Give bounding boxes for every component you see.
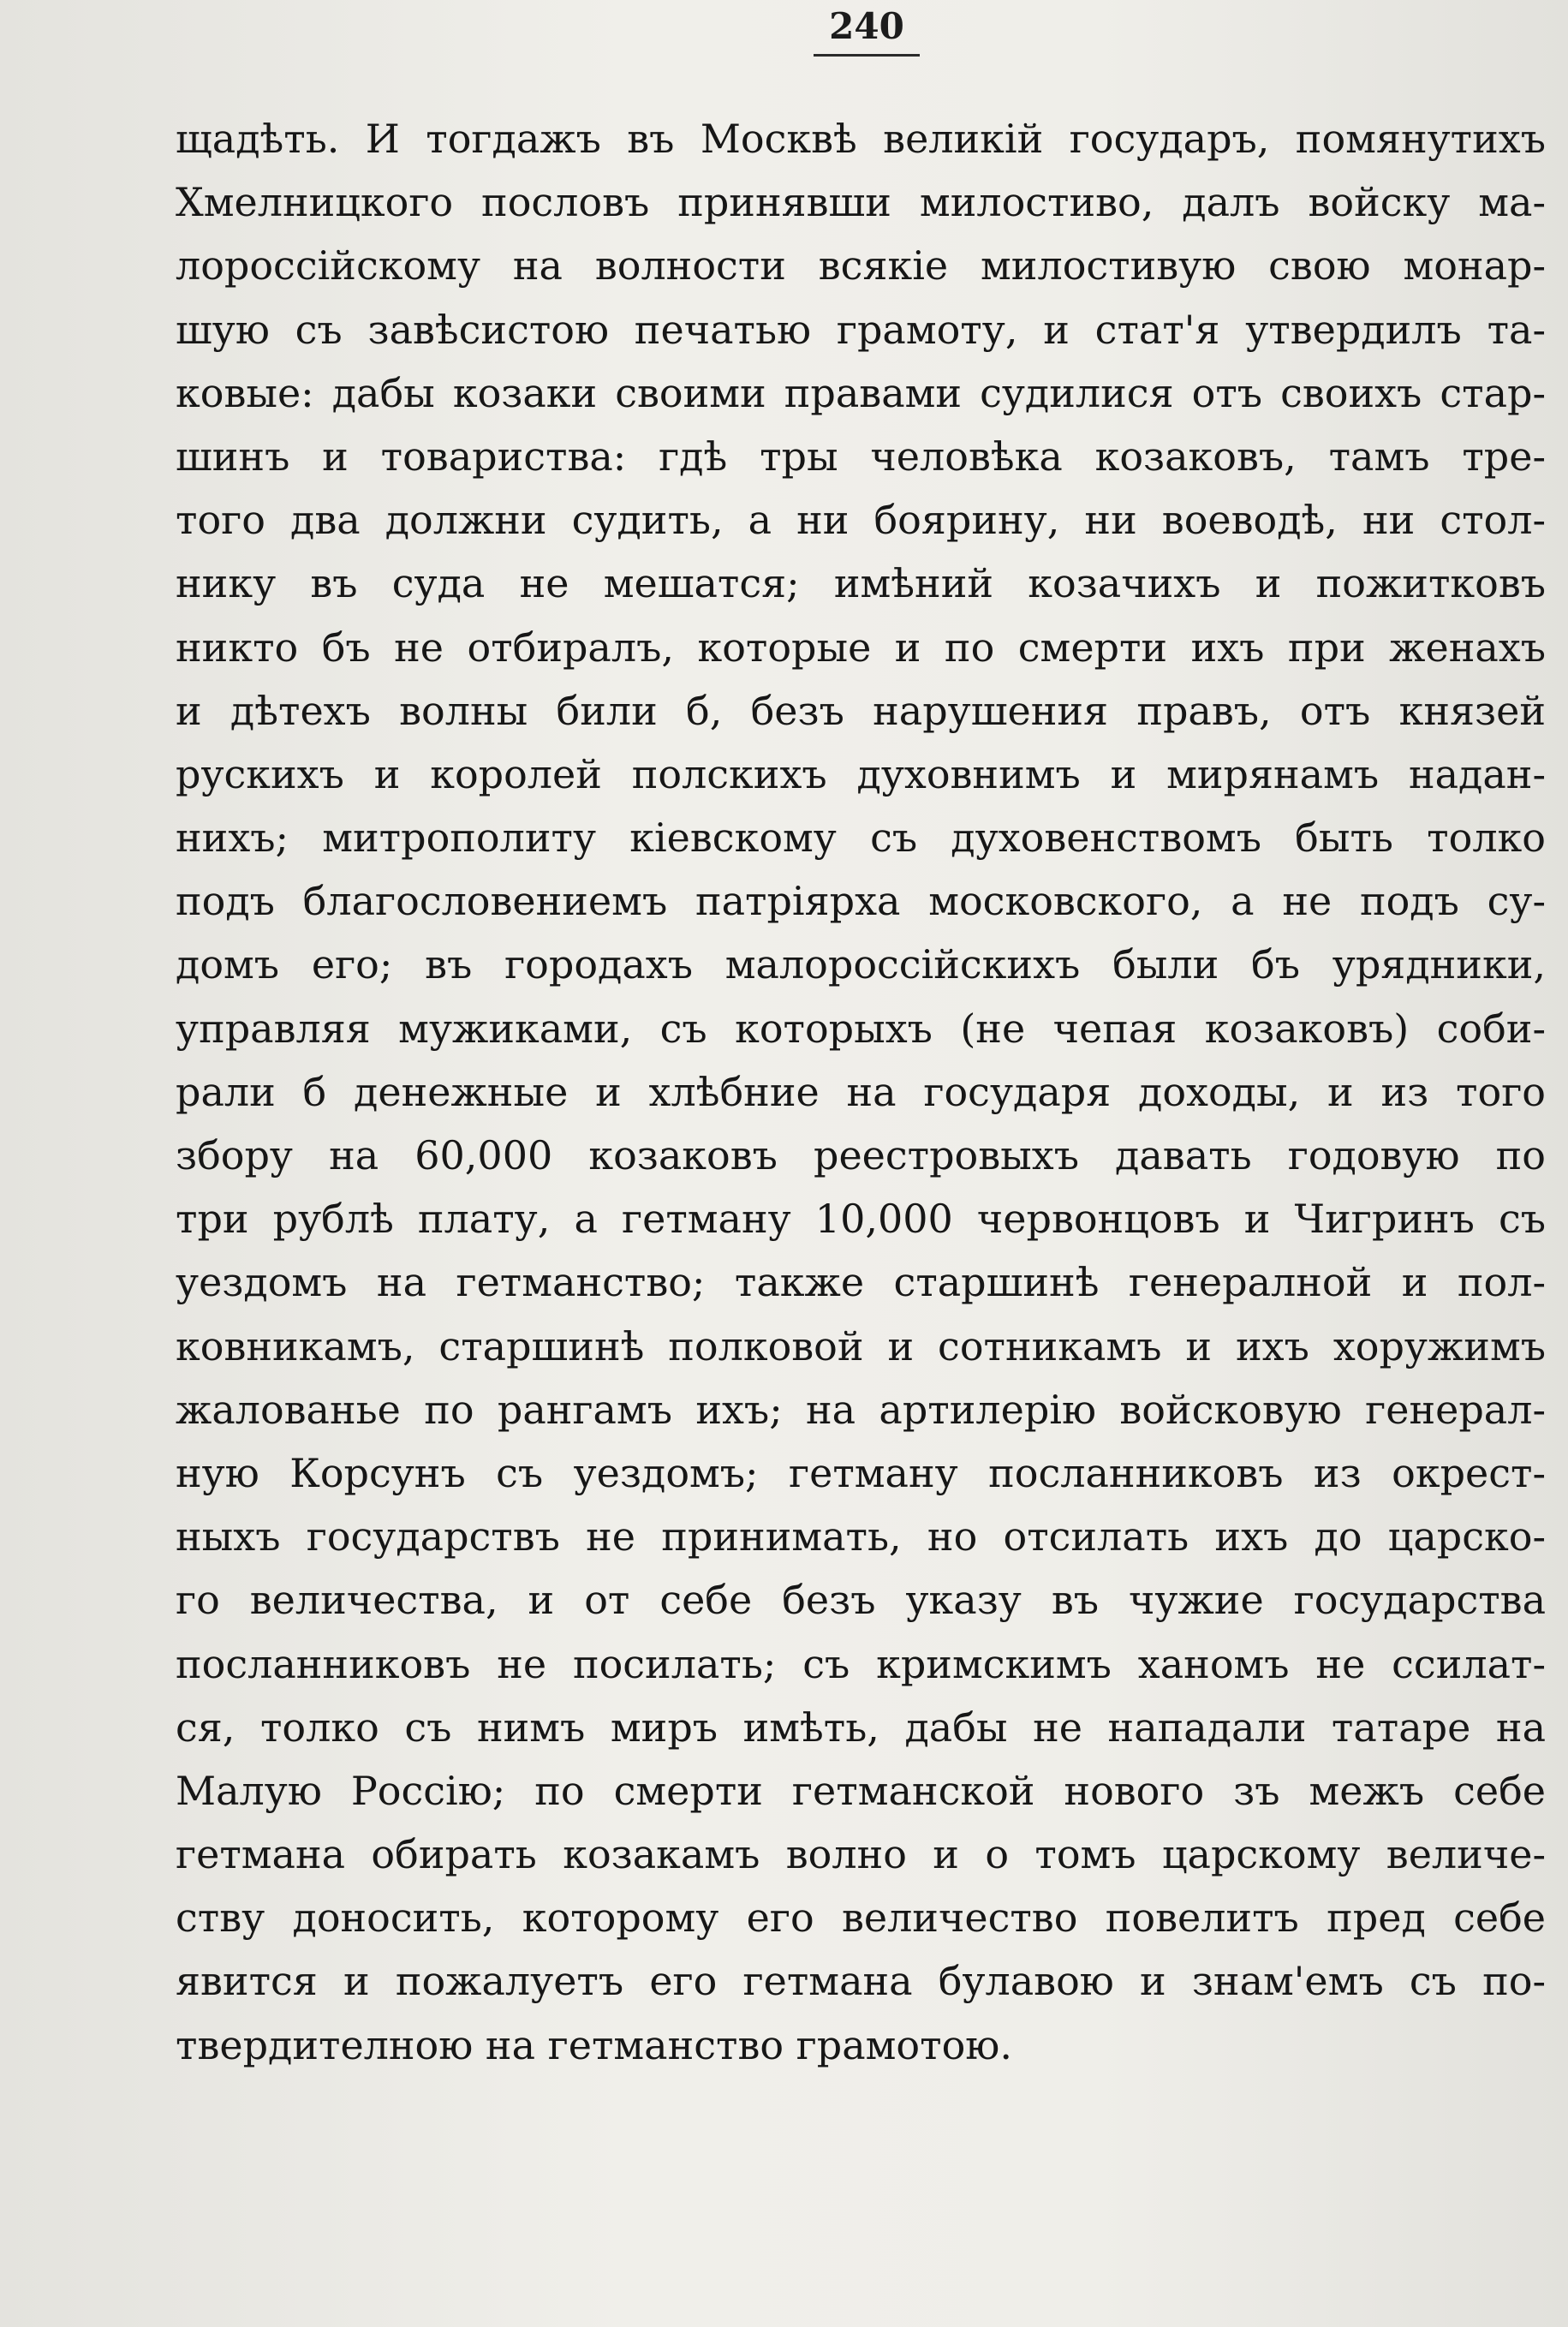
text-line: нику въ суда не мешатся; имѣний козачихъ и пожитковъ bbox=[176, 560, 1546, 607]
page-number: 240 bbox=[829, 5, 904, 47]
text-line: шую съ завѣсистою печатью грамоту, и стат'я утвердилъ та- bbox=[176, 306, 1546, 353]
text-line: шинъ и товариства: гдѣ тры человѣка козаковъ, тамъ тре- bbox=[176, 433, 1546, 480]
text-line: ству доносить, которому его величество повелитъ пред себе bbox=[176, 1894, 1546, 1942]
body-text bbox=[176, 107, 1546, 2077]
text-line: управляя мужиками, съ которыхъ (не чепая козаковъ) соби- bbox=[176, 1005, 1546, 1052]
text-line: три рублѣ плату, а гетману 10,000 червонцовъ и Чигринъ съ bbox=[176, 1196, 1546, 1243]
text-line: ныхъ государствъ не принимать, но отсилать ихъ до царско- bbox=[176, 1513, 1546, 1560]
text-line: гетмана обирать козакамъ волно и о томъ царскому величе- bbox=[176, 1831, 1546, 1878]
text-line: жалованье по рангамъ ихъ; на артилерію войсковую генерал- bbox=[176, 1386, 1546, 1433]
text-line: Хмелницкого пословъ принявши милостиво, далъ войску ма- bbox=[176, 179, 1546, 226]
text-line: явится и пожалуетъ его гетмана булавою и знам'емъ съ по- bbox=[176, 1958, 1546, 2005]
text-line: щадѣть. И тогдажъ въ Москвѣ великій государъ, помянутихъ bbox=[176, 116, 1546, 162]
text-line: рали б денежные и хлѣбние на государя доходы, и из того bbox=[176, 1068, 1546, 1115]
text-line: подъ благословениемъ патріярха московского, а не подъ су- bbox=[176, 878, 1546, 925]
text-line: домъ его; въ городахъ малороссійскихъ были бъ урядники, bbox=[176, 941, 1546, 988]
text-line: никто бъ не отбиралъ, которые и по смерти ихъ при женахъ bbox=[176, 624, 1546, 671]
text-line: ковникамъ, старшинѣ полковой и сотникамъ и ихъ хоружимъ bbox=[176, 1322, 1546, 1369]
text-line: ковые: дабы козаки своими правами судилися отъ своихъ стар- bbox=[176, 369, 1546, 416]
text-line: твердителною на гетманство грамотою. bbox=[176, 2021, 1012, 2068]
text-line: збору на 60,000 козаковъ реестровыхъ давать годовую по bbox=[176, 1132, 1546, 1178]
text-line: го величества, и от себе безъ указу въ чужие государства bbox=[176, 1577, 1546, 1624]
text-line: Малую Россію; по смерти гетманской нового зъ межъ себе bbox=[176, 1767, 1546, 1814]
text-line: ся, толко съ нимъ миръ имѣть, дабы не нападали татаре на bbox=[176, 1703, 1546, 1751]
text-line: нихъ; митрополиту кіевскому съ духовенствомъ быть толко bbox=[176, 814, 1546, 862]
text-line: того два должни судить, а ни боярину, ни воеводѣ, ни стол- bbox=[176, 497, 1546, 544]
text-line: посланниковъ не посилать; съ кримскимъ ханомъ не ссилат- bbox=[176, 1640, 1546, 1687]
text-line: и дѣтехъ волны били б, безъ нарушения правъ, отъ князей bbox=[176, 687, 1546, 734]
text-line: рускихъ и королей полскихъ духовнимъ и мирянамъ надан- bbox=[176, 750, 1546, 797]
text-line: лороссійскому на волности всякіе милостивую свою монар- bbox=[176, 242, 1546, 289]
text-line: ную Корсунъ съ уездомъ; гетману посланниковъ из окрест- bbox=[176, 1449, 1546, 1496]
text-line: уездомъ на гетманство; также старшинѣ генералной и пол- bbox=[176, 1259, 1546, 1306]
page-number-rule bbox=[814, 54, 920, 57]
